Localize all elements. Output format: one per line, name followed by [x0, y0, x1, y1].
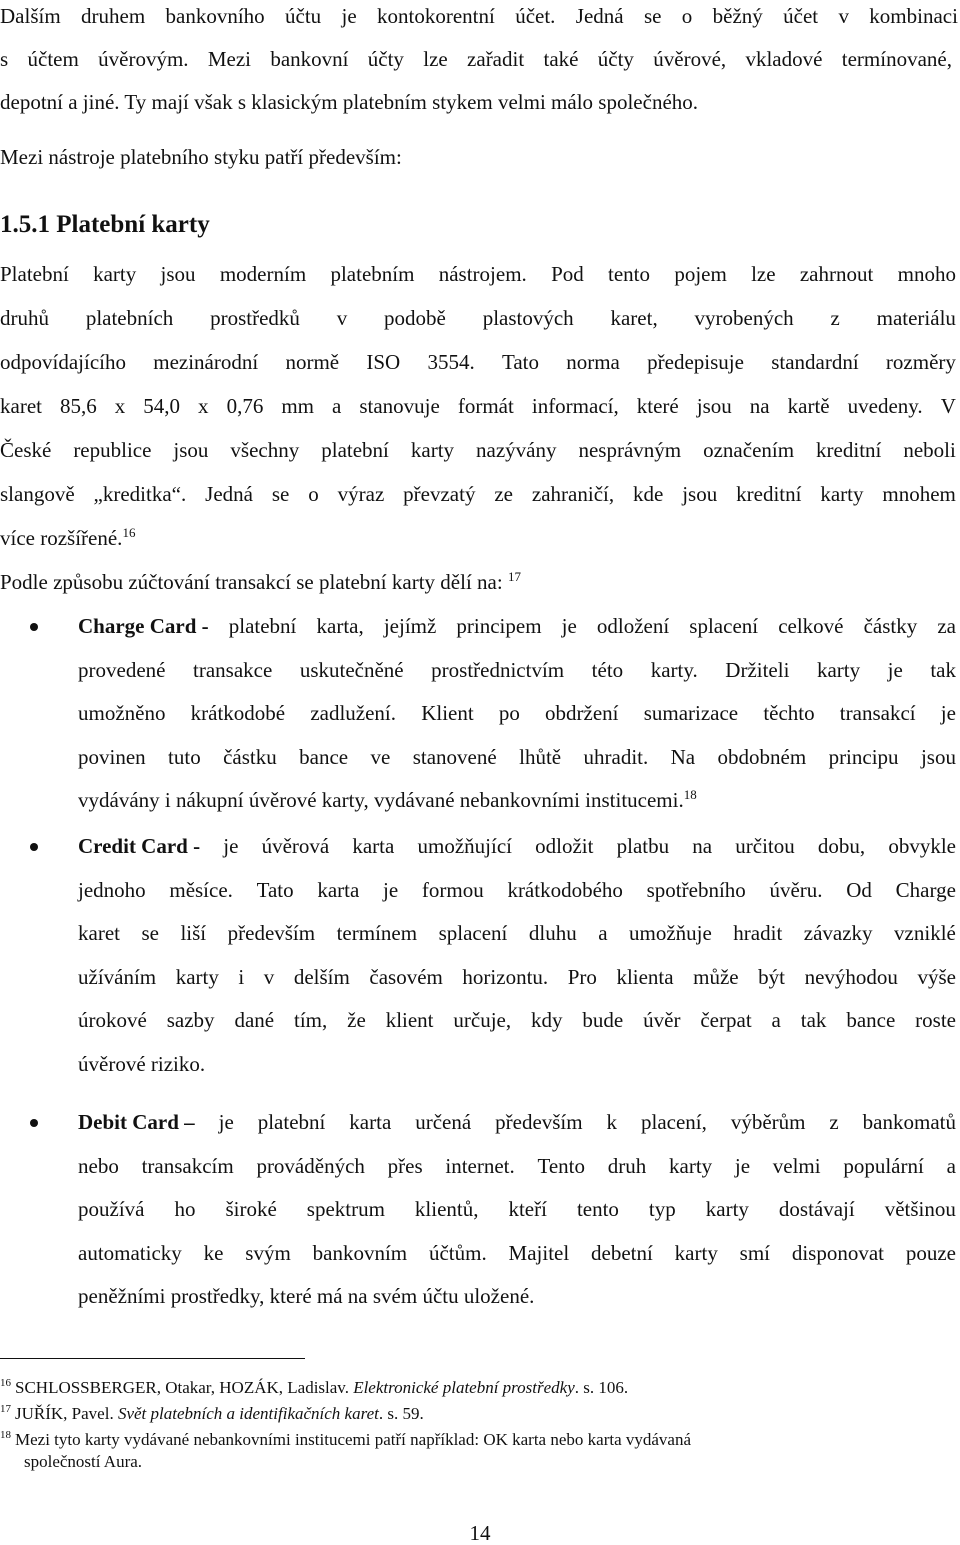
bullet-item-line: peněžními prostředky, které má na svém účtu uložené.: [78, 1284, 535, 1308]
bullet-icon: [30, 623, 38, 631]
paragraph-line: více rozšířené.$^{16}$: [0, 525, 136, 550]
intro-line: depotní a jiné. Ty mají však s klasickým platebním stykem velmi málo společného.: [0, 90, 699, 114]
bullet-item-first-line: Debit Card – je platební karta určená především k placení, výběrům z bankomatů: [78, 1110, 956, 1134]
bullet-item-line: úvěrové riziko.: [78, 1052, 206, 1076]
bullet-item-line: automaticky ke svým bankovním účtům. Majitel debetní karty smí disponovat pouze: [78, 1241, 956, 1265]
bullet-item-line: provedené transakce uskutečněné prostřednictvím této karty. Držiteli karty je tak: [78, 658, 956, 682]
bullet-item-line: užíváním karty i v delším časovém horizontu. Pro klienta může být nevýhodou výše: [78, 965, 956, 989]
bullet-icon: [30, 1119, 38, 1127]
cited-title: Elektronické platební prostředky: [353, 1378, 575, 1397]
bullet-item-first-line: Credit Card - je úvěrová karta umožňující odložit platbu na určitou dobu, obvykle: [78, 834, 956, 858]
intro-line: Dalším druhem bankovního účtu je kontokorentní účet. Jedná se o běžný účet v kombinaci: [0, 4, 958, 28]
footnote-ref[interactable]: 16: [122, 525, 136, 540]
bullet-item-line: karet se liší především termínem splacení dluhu a umožňuje hradit závazky vzniklé: [78, 921, 956, 945]
paragraph-line: odpovídajícího mezinárodní normě ISO 3554. Tato norma předepisuje standardní rozměry: [0, 350, 956, 374]
intro-line: s účtem úvěrovým. Mezi bankovní účty lze zařadit také účty úvěrové, vkladové termínované,: [0, 47, 952, 71]
footnote-separator: [0, 1358, 305, 1359]
card-type-term: Credit Card -: [78, 834, 201, 858]
paragraph-line: slangově „kreditka“. Jedná se o výraz převzatý ze zahraničí, kde jsou kreditní karty mnohem: [0, 482, 956, 506]
paragraph-line: karet 85,6 x 54,0 x 0,76 mm a stanovuje formát informací, které jsou na kartě uvedeny. V: [0, 394, 956, 418]
bullet-icon: [30, 843, 38, 851]
paragraph-line: Platební karty jsou moderním platebním nástrojem. Pod tento pojem lze zahrnout mnoho: [0, 262, 956, 286]
cited-title: Svět platebních a identifikačních karet: [117, 1404, 379, 1423]
bullet-item-line: používá ho široké spektrum klientů, kteří tento typ karty dostávají většinou: [78, 1197, 956, 1221]
bullet-item-line: jednoho měsíce. Tato karta je formou krátkodobého spotřebního úvěru. Od Charge: [78, 878, 956, 902]
footnote-ref[interactable]: 17: [507, 569, 521, 584]
paragraph-line: České republice jsou všechny platební karty nazývány nesprávným označením kreditní neboli: [0, 438, 956, 462]
bullet-item-line: vydávány i nákupní úvěrové karty, vydávané nebankovními institucemi.$^{18}$: [78, 787, 697, 812]
bullet-item-line: umožněno krátkodobé zadlužení. Klient po obdržení sumarizace těchto transakcí je: [78, 701, 956, 725]
paragraph-line: druhů platebních prostředků v podobě plastových karet, vyrobených z materiálu: [0, 306, 956, 330]
footnote-continuation: společností Aura.: [24, 1452, 143, 1471]
section-heading: 1.5.1 Platební karty: [0, 211, 210, 238]
card-type-term: Debit Card –: [78, 1110, 195, 1134]
footnote-16: $^{16}$ SCHLOSSBERGER, Otakar, HOZÁK, Ladislav. Elektronické platební prostředky. s. 106.: [0, 1377, 629, 1397]
bullet-item-line: nebo transakcím prováděných přes internet. Tento druh karty je velmi populární a: [78, 1154, 956, 1178]
footnote-ref[interactable]: 18: [683, 787, 697, 802]
bullet-item-line: povinen tuto částku bance ve stanovené lhůtě uhradit. Na obdobném principu jsou: [78, 745, 956, 769]
footnote-17: $^{17}$ JUŘÍK, Pavel. Svět platebních a identifikačních karet. s. 59.: [0, 1403, 424, 1423]
paragraph-line: Podle způsobu zúčtování transakcí se platební karty dělí na: $^{17}$: [0, 569, 521, 594]
page-number: 14: [469, 1521, 491, 1545]
footnote-18: $^{18}$ Mezi tyto karty vydávané nebankovními institucemi patří například: OK karta nebo karta vydávaná: [0, 1429, 692, 1449]
bullet-item-line: úrokové sazby dané tím, že klient určuje, kdy bude úvěr čerpat a tak bance roste: [78, 1008, 956, 1032]
card-type-term: Charge Card -: [78, 614, 209, 638]
bullet-item-first-line: Charge Card - platební karta, jejímž principem je odložení splacení celkové částky za: [78, 614, 956, 638]
intro-line: Mezi nástroje platebního styku patří především:: [0, 145, 402, 169]
